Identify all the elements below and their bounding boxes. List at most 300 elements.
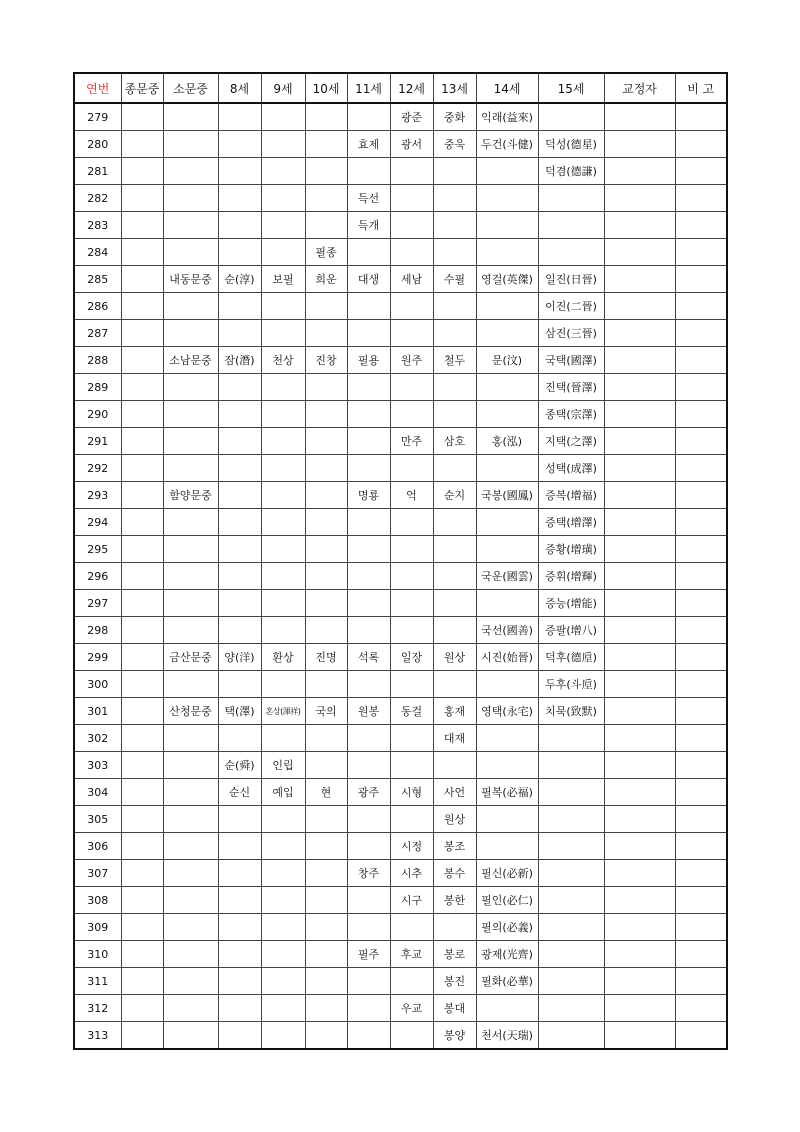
cell-remarks [675, 293, 727, 320]
cell-main-clan [121, 482, 163, 509]
cell-gen-13 [433, 401, 476, 428]
cell-gen-9 [261, 185, 305, 212]
cell-serial-number: 298 [74, 617, 121, 644]
cell-gen-13 [433, 239, 476, 266]
cell-gen-8 [218, 293, 261, 320]
cell-sub-clan [163, 968, 218, 995]
cell-sub-clan [163, 158, 218, 185]
cell-gen-12 [390, 590, 433, 617]
cell-gen-10: 현 [305, 779, 347, 806]
cell-proofreader [604, 914, 675, 941]
cell-sub-clan [163, 941, 218, 968]
header-gen-9: 9세 [261, 73, 305, 103]
cell-gen-13: 봉대 [433, 995, 476, 1022]
cell-gen-9: 혼상(渾祥) [261, 698, 305, 725]
cell-gen-8 [218, 1022, 261, 1050]
cell-remarks [675, 644, 727, 671]
cell-serial-number: 279 [74, 103, 121, 131]
cell-gen-15: 국택(國澤) [538, 347, 604, 374]
cell-gen-12 [390, 806, 433, 833]
cell-sub-clan [163, 320, 218, 347]
table-row [74, 158, 727, 185]
cell-sub-clan: 산청문중 [163, 698, 218, 725]
cell-gen-12 [390, 320, 433, 347]
cell-gen-14: 국선(國善) [476, 617, 538, 644]
table-row [74, 941, 727, 968]
cell-gen-9: 천상 [261, 347, 305, 374]
cell-gen-13: 철두 [433, 347, 476, 374]
cell-gen-15: 증황(增璜) [538, 536, 604, 563]
cell-main-clan [121, 212, 163, 239]
cell-gen-9 [261, 131, 305, 158]
cell-main-clan [121, 563, 163, 590]
cell-gen-13 [433, 158, 476, 185]
cell-gen-8: 택(澤) [218, 698, 261, 725]
cell-serial-number: 299 [74, 644, 121, 671]
cell-main-clan [121, 941, 163, 968]
cell-gen-8 [218, 374, 261, 401]
table-row [74, 563, 727, 590]
cell-gen-11 [347, 590, 390, 617]
cell-gen-9: 예입 [261, 779, 305, 806]
cell-main-clan [121, 320, 163, 347]
cell-gen-13: 순지 [433, 482, 476, 509]
cell-proofreader [604, 131, 675, 158]
cell-gen-9: 보필 [261, 266, 305, 293]
cell-sub-clan [163, 887, 218, 914]
header-gen-10: 10세 [305, 73, 347, 103]
cell-gen-13: 사언 [433, 779, 476, 806]
table-row [74, 1022, 727, 1050]
cell-gen-11 [347, 158, 390, 185]
cell-main-clan [121, 1022, 163, 1050]
cell-gen-15: 증복(增福) [538, 482, 604, 509]
cell-proofreader [604, 266, 675, 293]
cell-gen-10 [305, 914, 347, 941]
table-body [74, 103, 727, 1049]
cell-sub-clan [163, 293, 218, 320]
cell-serial-number: 303 [74, 752, 121, 779]
cell-main-clan [121, 509, 163, 536]
cell-gen-12: 세남 [390, 266, 433, 293]
cell-gen-13: 원상 [433, 806, 476, 833]
table-row [74, 887, 727, 914]
table-row [74, 725, 727, 752]
cell-main-clan [121, 131, 163, 158]
cell-proofreader [604, 239, 675, 266]
header-gen-12: 12세 [390, 73, 433, 103]
cell-serial-number: 300 [74, 671, 121, 698]
cell-gen-10: 희운 [305, 266, 347, 293]
cell-serial-number: 280 [74, 131, 121, 158]
cell-gen-8 [218, 995, 261, 1022]
cell-gen-10: 국의 [305, 698, 347, 725]
table-row [74, 698, 727, 725]
header-gen-15: 15세 [538, 73, 604, 103]
table-row [74, 482, 727, 509]
cell-gen-8 [218, 212, 261, 239]
cell-sub-clan [163, 185, 218, 212]
cell-gen-8 [218, 914, 261, 941]
cell-gen-14: 홍(泓) [476, 428, 538, 455]
cell-main-clan [121, 590, 163, 617]
cell-gen-14 [476, 752, 538, 779]
table-row [74, 833, 727, 860]
cell-gen-14 [476, 995, 538, 1022]
cell-gen-8 [218, 455, 261, 482]
cell-gen-14: 필인(必仁) [476, 887, 538, 914]
cell-proofreader [604, 293, 675, 320]
cell-remarks [675, 347, 727, 374]
cell-serial-number: 305 [74, 806, 121, 833]
cell-gen-12: 광서 [390, 131, 433, 158]
cell-proofreader [604, 779, 675, 806]
cell-gen-9 [261, 455, 305, 482]
cell-gen-15 [538, 968, 604, 995]
cell-serial-number: 309 [74, 914, 121, 941]
cell-main-clan [121, 103, 163, 131]
cell-gen-13 [433, 455, 476, 482]
cell-gen-15 [538, 752, 604, 779]
table-row [74, 995, 727, 1022]
cell-gen-9 [261, 428, 305, 455]
cell-gen-12 [390, 455, 433, 482]
cell-serial-number: 294 [74, 509, 121, 536]
cell-gen-15 [538, 103, 604, 131]
cell-gen-8 [218, 563, 261, 590]
cell-proofreader [604, 887, 675, 914]
cell-main-clan [121, 698, 163, 725]
cell-gen-11 [347, 725, 390, 752]
cell-gen-13 [433, 293, 476, 320]
cell-proofreader [604, 455, 675, 482]
cell-gen-11: 필주 [347, 941, 390, 968]
cell-gen-8 [218, 941, 261, 968]
cell-gen-11 [347, 428, 390, 455]
cell-proofreader [604, 860, 675, 887]
cell-gen-13 [433, 212, 476, 239]
table-row [74, 455, 727, 482]
cell-main-clan [121, 779, 163, 806]
cell-gen-9 [261, 833, 305, 860]
cell-gen-14 [476, 374, 538, 401]
cell-serial-number: 296 [74, 563, 121, 590]
cell-sub-clan [163, 131, 218, 158]
cell-gen-14: 국운(國雲) [476, 563, 538, 590]
cell-proofreader [604, 968, 675, 995]
cell-proofreader [604, 617, 675, 644]
cell-sub-clan [163, 536, 218, 563]
cell-gen-13 [433, 914, 476, 941]
table-row [74, 536, 727, 563]
cell-gen-13: 중화 [433, 103, 476, 131]
cell-gen-11 [347, 995, 390, 1022]
cell-gen-10 [305, 428, 347, 455]
cell-remarks [675, 563, 727, 590]
cell-serial-number: 297 [74, 590, 121, 617]
cell-gen-14 [476, 185, 538, 212]
cell-gen-14: 광제(光齊) [476, 941, 538, 968]
cell-gen-14 [476, 536, 538, 563]
cell-remarks [675, 103, 727, 131]
cell-gen-15: 종택(宗澤) [538, 401, 604, 428]
cell-gen-14 [476, 293, 538, 320]
table-row [74, 239, 727, 266]
cell-gen-9 [261, 401, 305, 428]
table-row [74, 103, 727, 131]
cell-remarks [675, 428, 727, 455]
cell-remarks [675, 374, 727, 401]
cell-proofreader [604, 401, 675, 428]
cell-remarks [675, 887, 727, 914]
cell-gen-8 [218, 158, 261, 185]
cell-gen-15 [538, 239, 604, 266]
cell-gen-10 [305, 941, 347, 968]
cell-gen-8 [218, 617, 261, 644]
cell-sub-clan [163, 995, 218, 1022]
cell-gen-14: 필복(必福) [476, 779, 538, 806]
cell-gen-8 [218, 671, 261, 698]
cell-gen-10 [305, 293, 347, 320]
cell-gen-13 [433, 374, 476, 401]
cell-remarks [675, 725, 727, 752]
cell-gen-14: 천서(天瑞) [476, 1022, 538, 1050]
cell-proofreader [604, 212, 675, 239]
cell-gen-12 [390, 752, 433, 779]
cell-proofreader [604, 482, 675, 509]
cell-remarks [675, 806, 727, 833]
cell-gen-15: 진택(晉澤) [538, 374, 604, 401]
cell-gen-14: 영걸(英傑) [476, 266, 538, 293]
cell-gen-10: 진명 [305, 644, 347, 671]
cell-main-clan [121, 806, 163, 833]
cell-main-clan [121, 833, 163, 860]
cell-gen-14 [476, 320, 538, 347]
cell-gen-9 [261, 887, 305, 914]
table-row [74, 374, 727, 401]
cell-gen-9 [261, 320, 305, 347]
cell-gen-14 [476, 671, 538, 698]
cell-gen-9 [261, 995, 305, 1022]
cell-gen-14 [476, 212, 538, 239]
cell-main-clan [121, 185, 163, 212]
cell-gen-9 [261, 239, 305, 266]
cell-gen-9: 환상 [261, 644, 305, 671]
cell-sub-clan: 소남문중 [163, 347, 218, 374]
cell-main-clan [121, 644, 163, 671]
cell-gen-11 [347, 509, 390, 536]
header-gen-8: 8세 [218, 73, 261, 103]
cell-gen-8 [218, 401, 261, 428]
cell-gen-12: 시구 [390, 887, 433, 914]
cell-gen-12: 동걸 [390, 698, 433, 725]
cell-gen-10 [305, 536, 347, 563]
cell-gen-13: 봉조 [433, 833, 476, 860]
cell-remarks [675, 833, 727, 860]
cell-gen-12: 일장 [390, 644, 433, 671]
table-row [74, 671, 727, 698]
cell-gen-13: 봉양 [433, 1022, 476, 1050]
cell-gen-8: 순(舜) [218, 752, 261, 779]
cell-gen-14 [476, 455, 538, 482]
cell-gen-10 [305, 671, 347, 698]
cell-proofreader [604, 671, 675, 698]
cell-gen-15 [538, 779, 604, 806]
cell-gen-9 [261, 563, 305, 590]
cell-gen-12 [390, 212, 433, 239]
table-row [74, 266, 727, 293]
cell-gen-15 [538, 914, 604, 941]
table-row [74, 131, 727, 158]
cell-serial-number: 307 [74, 860, 121, 887]
cell-main-clan [121, 671, 163, 698]
cell-gen-12 [390, 401, 433, 428]
cell-gen-15 [538, 806, 604, 833]
cell-gen-11: 득선 [347, 185, 390, 212]
cell-serial-number: 312 [74, 995, 121, 1022]
cell-gen-12: 시정 [390, 833, 433, 860]
cell-gen-15 [538, 833, 604, 860]
cell-remarks [675, 320, 727, 347]
cell-sub-clan [163, 1022, 218, 1050]
cell-gen-10 [305, 212, 347, 239]
cell-sub-clan [163, 374, 218, 401]
cell-gen-13: 봉로 [433, 941, 476, 968]
cell-gen-15: 이진(二晉) [538, 293, 604, 320]
cell-gen-13: 수필 [433, 266, 476, 293]
cell-gen-8 [218, 968, 261, 995]
cell-gen-14 [476, 590, 538, 617]
cell-gen-15: 증능(增能) [538, 590, 604, 617]
cell-gen-10: 진창 [305, 347, 347, 374]
cell-serial-number: 292 [74, 455, 121, 482]
cell-gen-10 [305, 752, 347, 779]
cell-sub-clan [163, 428, 218, 455]
cell-gen-14 [476, 833, 538, 860]
cell-gen-14 [476, 401, 538, 428]
cell-proofreader [604, 536, 675, 563]
cell-gen-15 [538, 995, 604, 1022]
cell-serial-number: 304 [74, 779, 121, 806]
cell-gen-11 [347, 617, 390, 644]
cell-serial-number: 310 [74, 941, 121, 968]
cell-gen-11 [347, 455, 390, 482]
cell-remarks [675, 158, 727, 185]
cell-sub-clan [163, 563, 218, 590]
table-row [74, 968, 727, 995]
cell-proofreader [604, 158, 675, 185]
cell-main-clan [121, 887, 163, 914]
cell-gen-12 [390, 914, 433, 941]
cell-proofreader [604, 590, 675, 617]
cell-gen-13: 대재 [433, 725, 476, 752]
cell-gen-15: 덕후(德垕) [538, 644, 604, 671]
cell-gen-12 [390, 536, 433, 563]
cell-gen-10 [305, 401, 347, 428]
cell-proofreader [604, 725, 675, 752]
cell-gen-11 [347, 401, 390, 428]
cell-gen-8 [218, 509, 261, 536]
cell-gen-15 [538, 887, 604, 914]
header-serial-number: 연번 [74, 73, 121, 103]
header-gen-13: 13세 [433, 73, 476, 103]
cell-gen-14 [476, 725, 538, 752]
cell-remarks [675, 266, 727, 293]
cell-gen-12: 광준 [390, 103, 433, 131]
cell-main-clan [121, 428, 163, 455]
cell-remarks [675, 482, 727, 509]
cell-proofreader [604, 374, 675, 401]
cell-main-clan [121, 914, 163, 941]
cell-gen-10 [305, 833, 347, 860]
cell-gen-9 [261, 590, 305, 617]
cell-gen-11 [347, 833, 390, 860]
cell-gen-14: 필화(必華) [476, 968, 538, 995]
cell-gen-10 [305, 563, 347, 590]
cell-gen-12 [390, 185, 433, 212]
table-row [74, 914, 727, 941]
cell-proofreader [604, 103, 675, 131]
cell-sub-clan [163, 590, 218, 617]
cell-proofreader [604, 806, 675, 833]
cell-remarks [675, 536, 727, 563]
cell-gen-14: 필신(必新) [476, 860, 538, 887]
cell-gen-11: 효제 [347, 131, 390, 158]
table-row [74, 590, 727, 617]
cell-main-clan [121, 455, 163, 482]
cell-gen-11 [347, 103, 390, 131]
cell-gen-11 [347, 563, 390, 590]
cell-gen-10 [305, 617, 347, 644]
cell-main-clan [121, 536, 163, 563]
cell-proofreader [604, 941, 675, 968]
table-row [74, 779, 727, 806]
cell-sub-clan [163, 455, 218, 482]
cell-gen-10 [305, 509, 347, 536]
cell-gen-9 [261, 806, 305, 833]
cell-gen-8 [218, 103, 261, 131]
cell-gen-10 [305, 860, 347, 887]
cell-serial-number: 281 [74, 158, 121, 185]
cell-serial-number: 289 [74, 374, 121, 401]
cell-gen-11 [347, 374, 390, 401]
cell-gen-15: 치묵(致默) [538, 698, 604, 725]
cell-serial-number: 286 [74, 293, 121, 320]
cell-remarks [675, 131, 727, 158]
cell-gen-11 [347, 968, 390, 995]
cell-proofreader [604, 698, 675, 725]
cell-gen-8: 잠(潛) [218, 347, 261, 374]
cell-gen-10 [305, 455, 347, 482]
cell-remarks [675, 995, 727, 1022]
cell-sub-clan [163, 860, 218, 887]
cell-gen-13 [433, 509, 476, 536]
cell-gen-12 [390, 617, 433, 644]
cell-gen-12 [390, 158, 433, 185]
cell-proofreader [604, 995, 675, 1022]
cell-gen-12: 원주 [390, 347, 433, 374]
cell-gen-10 [305, 103, 347, 131]
cell-proofreader [604, 428, 675, 455]
cell-main-clan [121, 725, 163, 752]
cell-main-clan [121, 968, 163, 995]
table-row [74, 185, 727, 212]
cell-gen-14 [476, 158, 538, 185]
cell-sub-clan [163, 725, 218, 752]
header-main-clan: 종문중 [121, 73, 163, 103]
cell-gen-9 [261, 103, 305, 131]
cell-gen-15 [538, 860, 604, 887]
